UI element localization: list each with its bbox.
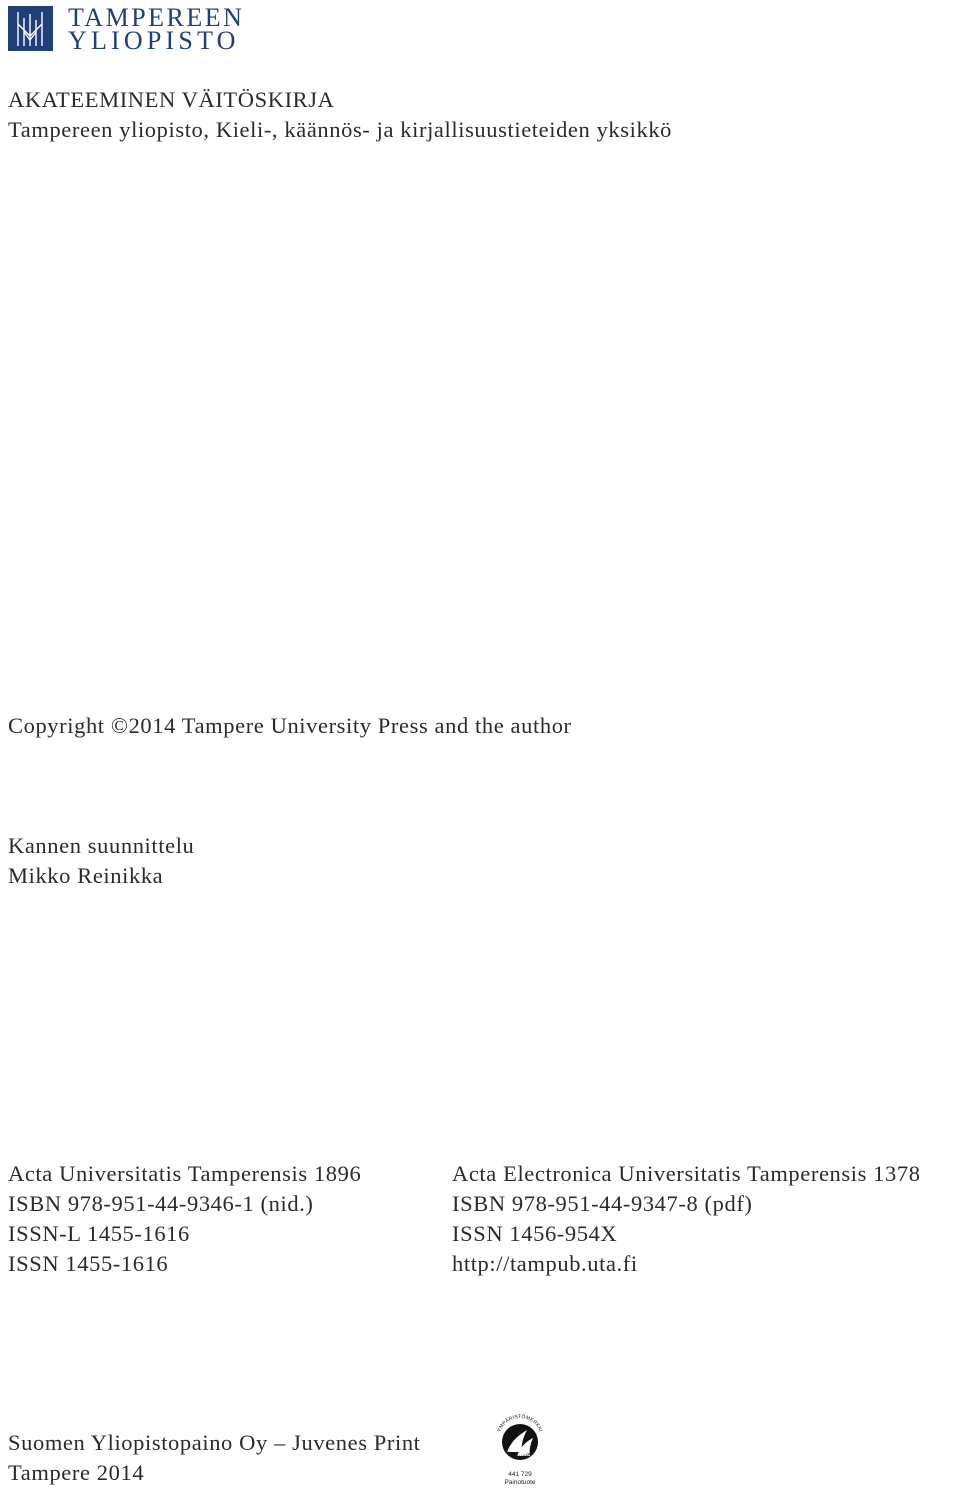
print-edition-info (8, 1159, 361, 1279)
print-isbn: ISBN 978-951-44-9346-1 (nid.) (8, 1191, 314, 1216)
ecolabel-bottom-text: MILJÖMÄRKT (503, 1448, 537, 1461)
cover-design-credit (8, 831, 194, 891)
printer-name: Suomen Yliopistopaino Oy – Juvenes Print (8, 1430, 421, 1455)
print-issn: ISSN 1455-1616 (8, 1251, 169, 1276)
print-issn-l: ISSN-L 1455-1616 (8, 1221, 190, 1246)
document-header (8, 85, 672, 145)
document-type: AKATEEMINEN VÄITÖSKIRJA (8, 87, 335, 112)
ecolabel-license: 441 729 (508, 1471, 532, 1478)
ecolabel-caption: Painotuote (504, 1479, 536, 1486)
nordic-swan-ecolabel-icon (493, 1412, 547, 1488)
cover-design-label: Kannen suunnittelu (8, 833, 195, 858)
logo-wordmark-line2: YLIOPISTO (68, 26, 240, 55)
logo-wordmark-line1: TAMPEREEN (68, 3, 245, 32)
university-logo-icon (8, 6, 53, 51)
electronic-url[interactable]: http://tampub.uta.fi (452, 1251, 638, 1276)
ecolabel-top-text: YMPÄRISTÖMERKKI (496, 1413, 544, 1433)
print-place-year: Tampere 2014 (8, 1460, 145, 1485)
academic-unit: Tampereen yliopisto, Kieli-, käännös- ja kirjallisuustieteiden yksikkö (8, 117, 673, 142)
electronic-series: Acta Electronica Universitatis Tamperensis 1378 (452, 1161, 921, 1186)
cover-designer-name: Mikko Reinikka (8, 863, 164, 888)
print-series: Acta Universitatis Tamperensis 1896 (8, 1161, 362, 1186)
copyright-notice: Copyright ©2014 Tampere University Press and the author (8, 713, 572, 738)
electronic-edition-info (452, 1159, 921, 1279)
printer-info (8, 1428, 421, 1488)
electronic-isbn: ISBN 978-951-44-9347-8 (pdf) (452, 1191, 753, 1216)
electronic-issn: ISSN 1456-954X (452, 1221, 618, 1246)
